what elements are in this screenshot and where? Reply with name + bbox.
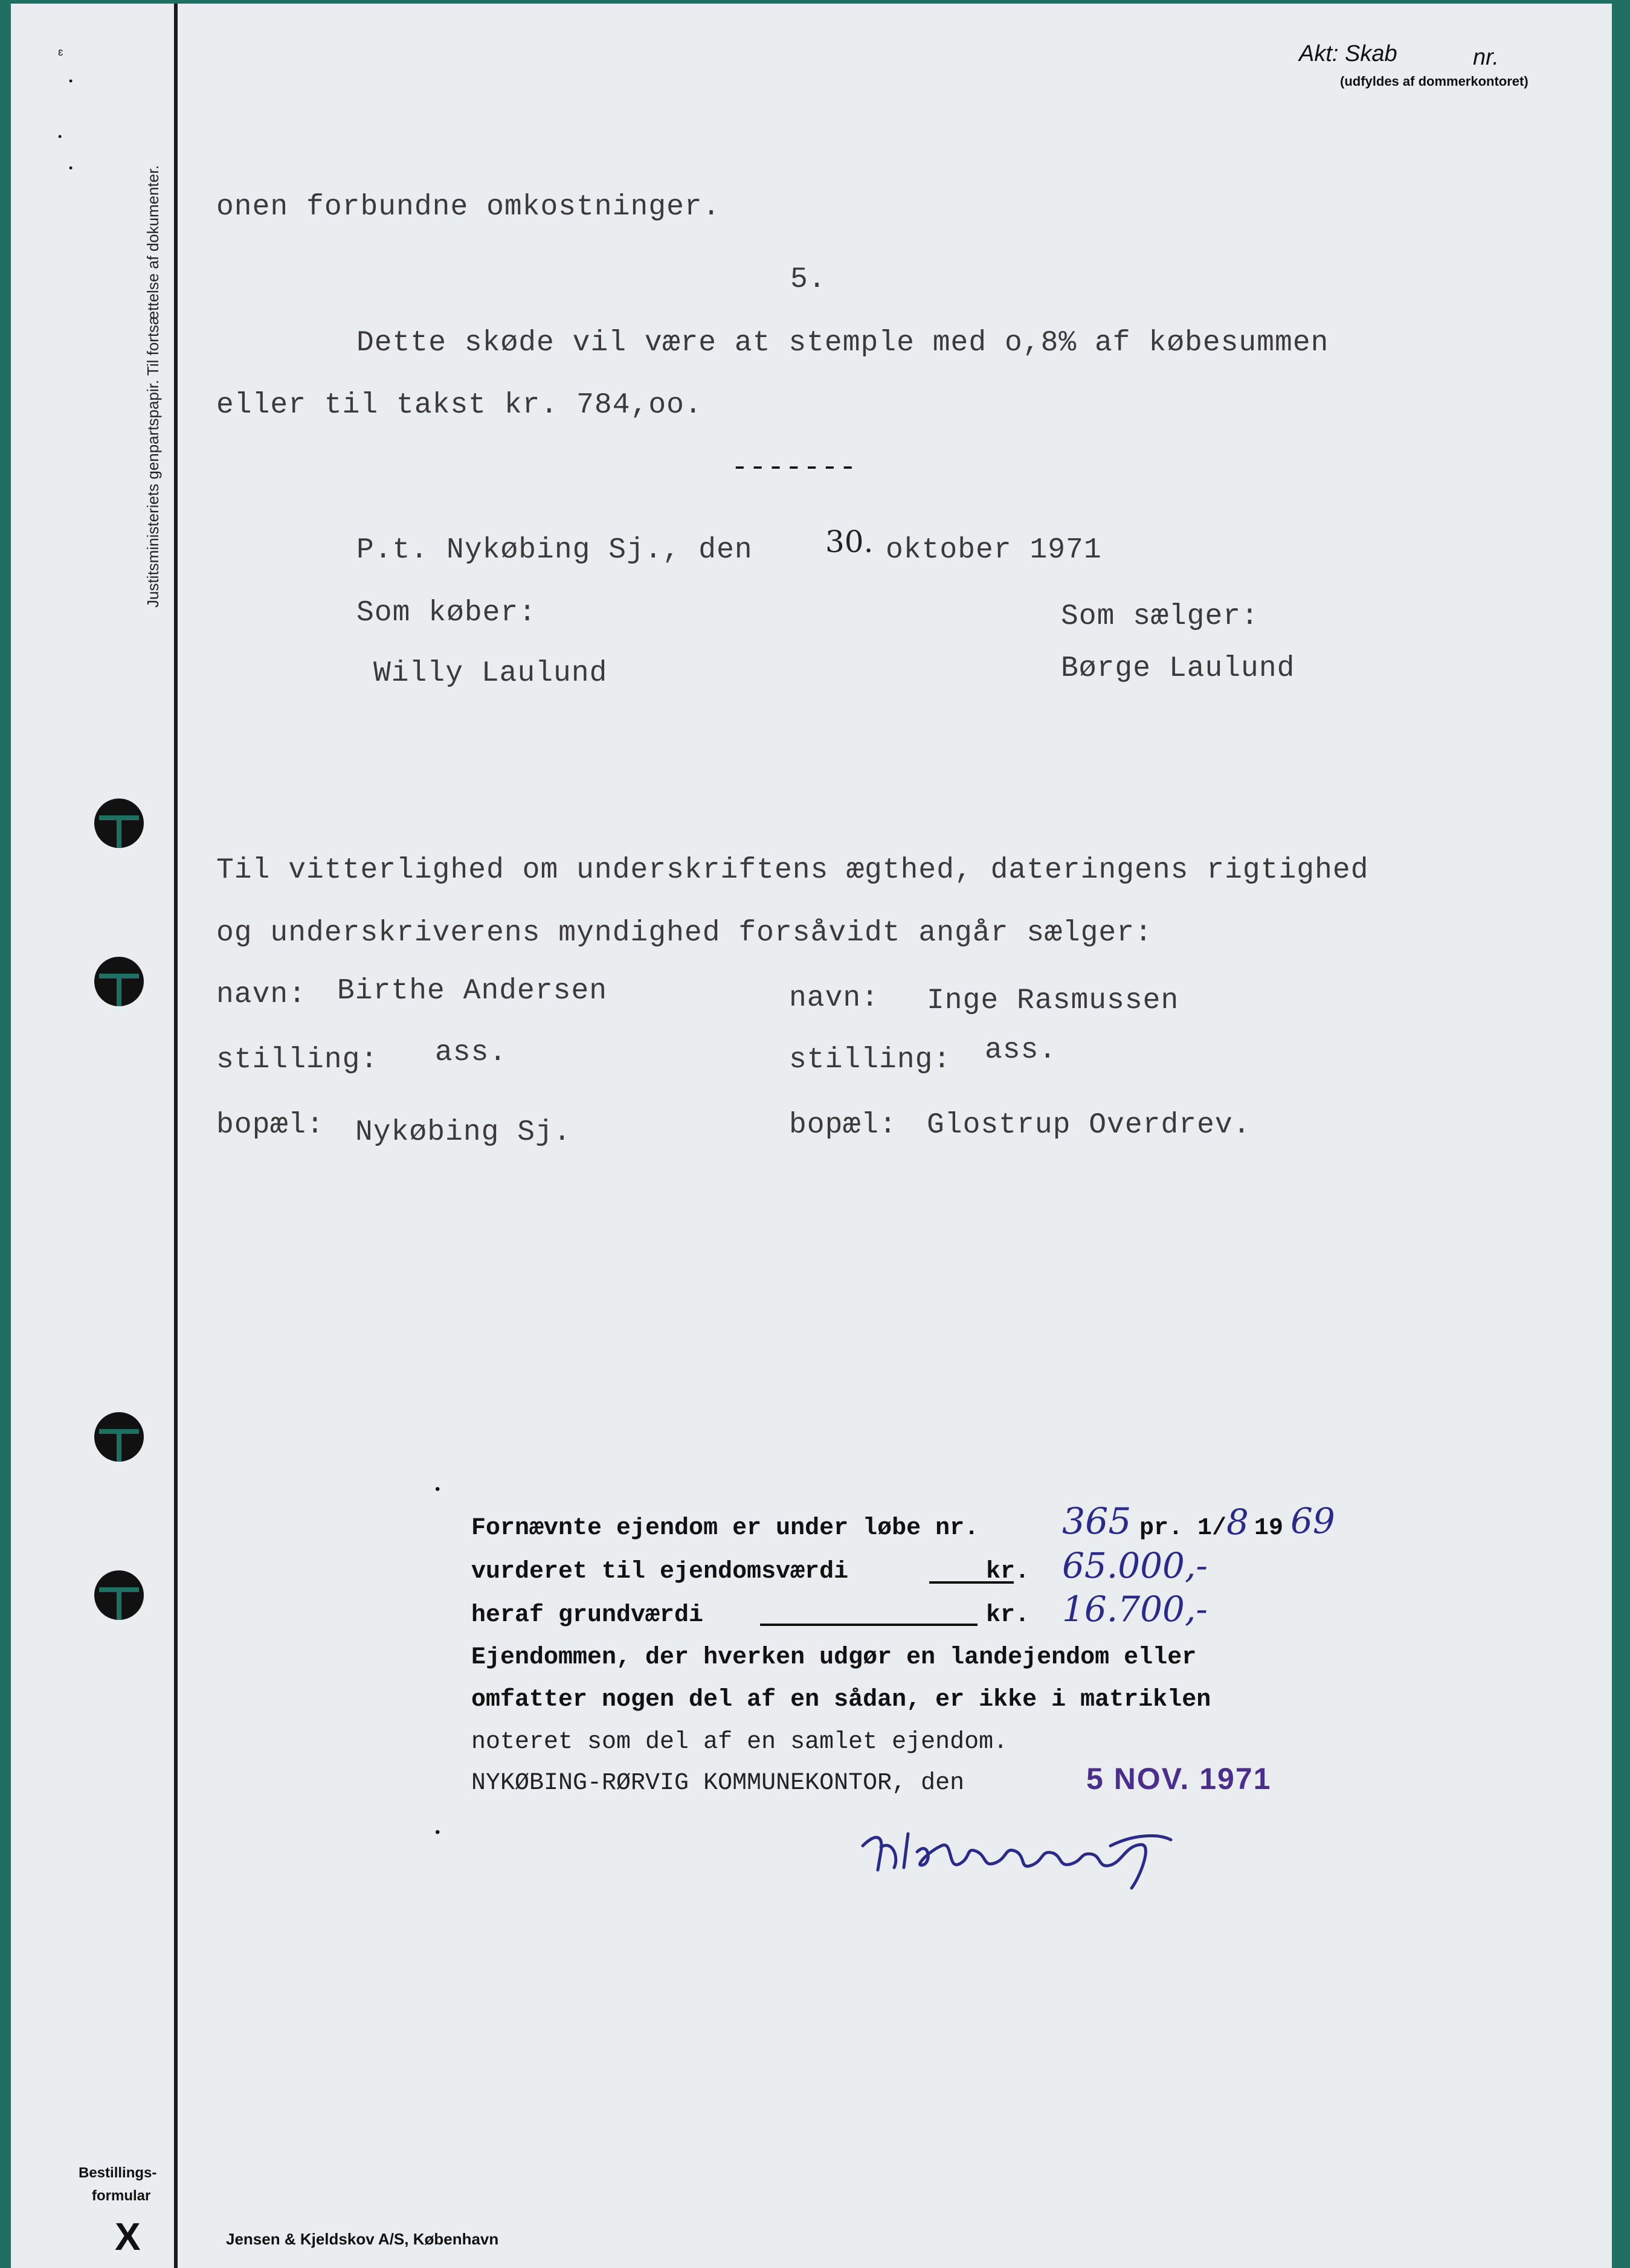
divider: ------- xyxy=(731,452,857,484)
witness-right-navn-label: navn: xyxy=(789,982,880,1015)
year-prefix: 19 xyxy=(1254,1515,1284,1542)
stamp-line-2: vurderet til ejendomsværdi xyxy=(471,1558,849,1585)
stamp-line-2-kr: kr. xyxy=(986,1558,1030,1585)
fill-line xyxy=(760,1624,978,1626)
witness-left-bopael-label: bopæl: xyxy=(216,1109,324,1142)
punch-hole xyxy=(94,1412,144,1462)
witness-left-navn-label: navn: xyxy=(216,978,307,1011)
witness-line-1: Til vitterlighed om underskriftens ægthed, dateringens rigtighed xyxy=(216,854,1369,887)
order-label-1: Bestillings- xyxy=(79,2165,157,2181)
stamp-line-3-kr: kr. xyxy=(986,1602,1030,1629)
stamp-dot: • xyxy=(435,1481,440,1497)
stamp-line-4: Ejendommen, der hverken udgør en landejendom eller xyxy=(471,1644,1197,1671)
stamp-line-1-pr: pr. 1/ xyxy=(1139,1515,1227,1542)
witness-left-stilling-label: stilling: xyxy=(216,1044,379,1076)
document-page xyxy=(11,4,1612,2268)
margin-mark: • xyxy=(58,130,62,143)
witness-right-navn: Inge Rasmussen xyxy=(927,985,1179,1017)
witness-line-2: og underskriverens myndighed forsåvidt angår sælger: xyxy=(216,917,1153,949)
seller-name: Børge Laulund xyxy=(1061,652,1295,685)
akt-label: Akt: Skab xyxy=(1299,41,1397,66)
value-2-handwritten: 16.700,- xyxy=(1062,1589,1208,1630)
date-suffix: oktober 1971 xyxy=(886,534,1102,567)
witness-right-bopael-label: bopæl: xyxy=(789,1109,897,1142)
witness-right-stilling-label: stilling: xyxy=(789,1044,952,1076)
year-suffix-handwritten: 69 xyxy=(1290,1500,1335,1541)
paragraph-line-2: eller til takst kr. 784,oo. xyxy=(216,389,703,422)
seller-label: Som sælger: xyxy=(1061,600,1259,633)
side-note: Justitsministeriets genpartspapir. Til fortsættelse af dokumenter. xyxy=(144,165,162,608)
signature xyxy=(857,1810,1195,1894)
stamp-line-7: NYKØBING-RØRVIG KOMMUNEKONTOR, den xyxy=(471,1770,965,1797)
paragraph-line-1: Dette skøde vil være at stemple med o,8% af købesummen xyxy=(356,327,1329,359)
nr-label: nr. xyxy=(1473,45,1499,70)
witness-right-stilling: ass. xyxy=(985,1034,1057,1067)
stamp-date: 5 NOV. 1971 xyxy=(1086,1762,1272,1796)
stamp-line-1-prefix: Fornævnte ejendom er under løbe nr. xyxy=(471,1515,979,1542)
stamp-dot: • xyxy=(435,1824,440,1840)
stamp-line-5: omfatter nogen del af en sådan, er ikke i matriklen xyxy=(471,1686,1211,1714)
buyer-name: Willy Laulund xyxy=(373,657,608,690)
body-line-1: onen forbundne omkostninger. xyxy=(216,191,721,223)
witness-left-navn: Birthe Andersen xyxy=(337,975,608,1007)
order-label-2: formular xyxy=(92,2188,151,2204)
punch-hole xyxy=(94,957,144,1006)
margin-rule xyxy=(174,4,178,2268)
value-1-handwritten: 65.000,- xyxy=(1062,1545,1208,1586)
section-number: 5. xyxy=(790,263,826,296)
witness-left-bopael: Nykøbing Sj. xyxy=(355,1116,572,1149)
printer-imprint: Jensen & Kjeldskov A/S, København xyxy=(226,2230,499,2248)
punch-hole xyxy=(94,1570,144,1620)
margin-mark: • xyxy=(69,75,73,87)
witness-left-stilling: ass. xyxy=(435,1036,507,1069)
margin-mark: • xyxy=(69,162,73,174)
date-day-handwritten: 30. xyxy=(825,524,874,559)
lobe-nr-handwritten: 365 xyxy=(1062,1500,1132,1543)
buyer-label: Som køber: xyxy=(356,597,537,629)
stamp-line-3: heraf grundværdi xyxy=(471,1602,704,1629)
date-prefix: P.t. Nykøbing Sj., den xyxy=(356,534,753,567)
stamp-line-6: noteret som del af en samlet ejendom. xyxy=(471,1729,1008,1756)
margin-mark: ɛ xyxy=(58,46,63,58)
punch-hole xyxy=(94,798,144,848)
order-mark: X xyxy=(115,2215,141,2258)
header-note: (udfyldes af dommerkontoret) xyxy=(1340,74,1529,89)
month-handwritten: 8 xyxy=(1226,1502,1249,1543)
witness-right-bopael: Glostrup Overdrev. xyxy=(927,1109,1251,1142)
